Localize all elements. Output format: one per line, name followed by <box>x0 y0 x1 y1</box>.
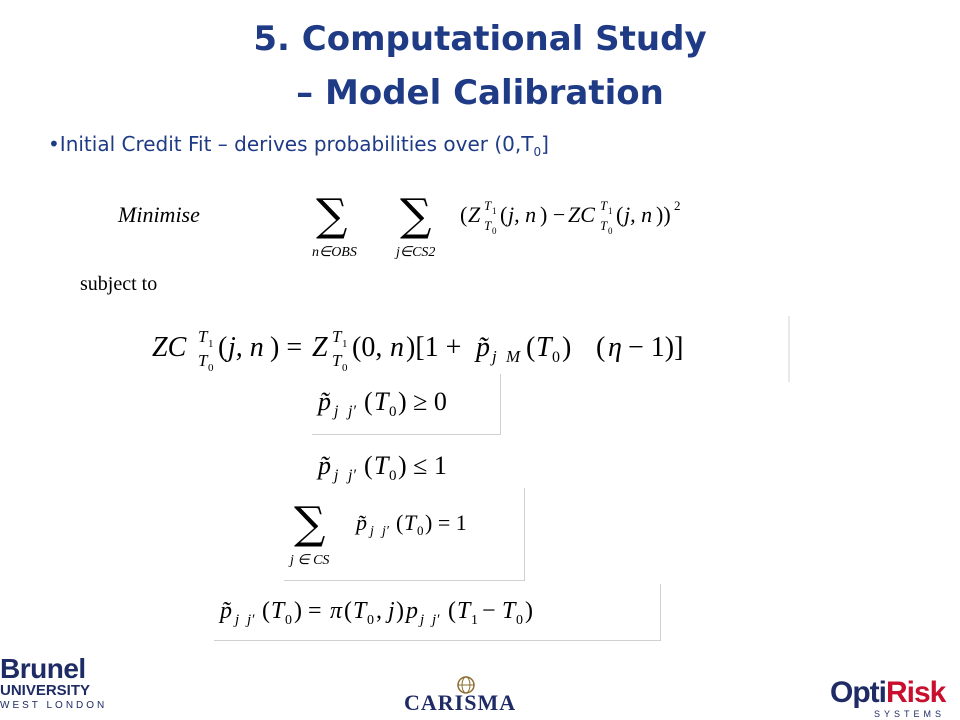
brunel-logo-location: WEST LONDON <box>0 700 108 711</box>
svg-text:(0,: (0, <box>352 332 383 363</box>
constraint-sum-to-one <box>284 488 525 581</box>
svg-text:Z: Z <box>312 332 328 363</box>
svg-text:∑: ∑ <box>294 498 326 549</box>
svg-text:p̃: p̃ <box>220 598 232 624</box>
svg-text:0: 0 <box>389 404 397 420</box>
svg-text:): ) <box>396 598 404 624</box>
svg-text:0: 0 <box>367 613 374 628</box>
svg-text:j′: j′ <box>247 612 255 628</box>
svg-text:T: T <box>484 218 492 233</box>
svg-text:M: M <box>506 347 521 366</box>
svg-text:(: ( <box>596 332 606 363</box>
constraint-zc-equation <box>146 316 790 382</box>
svg-text:(: ( <box>396 510 404 535</box>
svg-text:(: ( <box>526 332 536 363</box>
svg-text:subject to: subject to <box>80 273 158 295</box>
svg-text:p̃: p̃ <box>318 387 331 416</box>
svg-text:T: T <box>457 598 471 624</box>
svg-text:ZC: ZC <box>152 332 187 363</box>
objective-equation <box>112 186 792 266</box>
svg-text:T: T <box>353 598 367 624</box>
sum-symbol-obs: ∑ <box>316 190 348 241</box>
svg-text:,: , <box>376 598 382 624</box>
sum-sub-cs2: j∈CS2 <box>396 245 436 260</box>
objective-expression <box>460 198 681 236</box>
svg-text:0: 0 <box>389 468 397 484</box>
svg-text:0: 0 <box>492 226 497 236</box>
svg-text:1: 1 <box>608 206 613 216</box>
svg-text:1: 1 <box>208 338 214 350</box>
svg-text:) −: ) − <box>540 202 566 227</box>
minimise-label: Minimise <box>118 202 200 227</box>
svg-text:− 1)]: − 1)] <box>628 332 684 363</box>
svg-text:η: η <box>608 332 622 363</box>
carisma-logo <box>404 676 530 720</box>
svg-text:)[1 +: )[1 + <box>406 332 462 363</box>
svg-text:j, n: j, n <box>228 332 264 363</box>
svg-text:): ) <box>525 598 533 624</box>
svg-text:(: ( <box>448 598 456 624</box>
svg-text:Z: Z <box>468 202 481 227</box>
svg-text:j: j <box>492 347 497 366</box>
svg-text:0: 0 <box>417 523 424 538</box>
svg-text:0: 0 <box>208 362 214 374</box>
svg-text:T: T <box>332 351 342 370</box>
svg-text:0: 0 <box>285 613 292 628</box>
constraint-pi-equation <box>214 584 661 641</box>
bullet-text: •Initial Credit Fit – derives probabilities over (0,T <box>48 132 534 156</box>
svg-text:0: 0 <box>608 226 613 236</box>
svg-text:)): )) <box>656 202 671 227</box>
optirisk-logo-systems: SYSTEMS <box>874 709 946 719</box>
brunel-logo-university: UNIVERSITY <box>0 682 91 699</box>
svg-text:j, n: j, n <box>508 202 537 227</box>
brunel-logo-name: Brunel <box>0 653 86 684</box>
svg-text:T: T <box>484 198 492 213</box>
sum-sub-obs: n∈OBS <box>312 245 357 260</box>
svg-text:p̃: p̃ <box>356 510 367 535</box>
svg-text:j: j <box>388 598 395 624</box>
svg-text:T: T <box>374 451 389 480</box>
slide-title <box>0 12 960 120</box>
svg-text:(: ( <box>460 202 468 227</box>
svg-text:T: T <box>600 198 608 213</box>
svg-text:T: T <box>271 598 285 624</box>
svg-text:T: T <box>502 598 516 624</box>
svg-text:j′: j′ <box>382 524 389 539</box>
optirisk-logo <box>830 676 960 720</box>
svg-text:1: 1 <box>471 613 478 628</box>
svg-text:p: p <box>406 598 418 624</box>
slide-title-line-1: 5. Computational Study <box>253 19 707 59</box>
svg-text:j, n: j, n <box>624 202 653 227</box>
svg-text:1: 1 <box>342 338 348 350</box>
svg-text:) =: ) = <box>294 598 322 624</box>
optirisk-logo-opti: Opti <box>830 676 886 709</box>
svg-text:) ≤ 1: ) ≤ 1 <box>398 451 447 480</box>
bullet-subscript: 0 <box>533 145 542 159</box>
svg-text:T: T <box>198 327 208 346</box>
svg-text:j′: j′ <box>432 612 440 628</box>
svg-text:T: T <box>404 510 417 535</box>
svg-text:(: ( <box>616 202 624 227</box>
svg-text:(: ( <box>364 451 373 480</box>
svg-text:j: j <box>370 524 374 539</box>
svg-text:π: π <box>330 598 343 624</box>
svg-text:(: ( <box>262 598 270 624</box>
constraint-nonnegative <box>312 374 501 435</box>
svg-text:(: ( <box>500 202 508 227</box>
bullet-initial-credit-fit <box>48 132 549 159</box>
svg-text:T: T <box>374 387 389 416</box>
svg-text:j′: j′ <box>348 403 356 420</box>
svg-text:0: 0 <box>516 613 523 628</box>
svg-text:) = 1: ) = 1 <box>425 510 467 535</box>
svg-text:ZC: ZC <box>568 202 595 227</box>
svg-text:j: j <box>334 403 339 420</box>
carisma-logo-text: CARISMA <box>404 690 517 715</box>
svg-text:p̃: p̃ <box>318 451 331 480</box>
svg-text:j: j <box>235 612 240 628</box>
svg-text:(: ( <box>364 387 373 416</box>
svg-text:T: T <box>198 351 208 370</box>
svg-text:0: 0 <box>552 349 560 366</box>
optirisk-logo-risk: Risk <box>886 676 946 709</box>
svg-text:j: j <box>420 612 425 628</box>
svg-text:T: T <box>600 218 608 233</box>
subject-to-label <box>76 268 216 300</box>
svg-text:0: 0 <box>342 362 348 374</box>
svg-text:p̃: p̃ <box>476 332 490 363</box>
svg-text:): ) <box>562 332 572 363</box>
bullet-close: ] <box>541 132 549 156</box>
svg-text:2: 2 <box>674 198 681 213</box>
constraint-upper-bound <box>312 440 500 490</box>
svg-text:) =: ) = <box>270 332 303 363</box>
svg-text:1: 1 <box>492 206 497 216</box>
brunel-logo <box>0 655 110 719</box>
svg-text:−: − <box>482 598 496 624</box>
slide-title-line-2: – Model Calibration <box>296 73 664 113</box>
svg-text:n: n <box>390 332 404 363</box>
svg-text:(: ( <box>218 332 228 363</box>
sum-sub-cs: j ∈ CS <box>290 553 330 568</box>
svg-text:j′: j′ <box>348 467 356 484</box>
svg-text:T: T <box>332 327 342 346</box>
svg-text:j: j <box>334 467 339 484</box>
optirisk-logo-wordmark <box>830 676 945 710</box>
svg-text:T: T <box>536 332 552 363</box>
sum-symbol-cs2: ∑ <box>400 190 432 241</box>
svg-text:) ≥ 0: ) ≥ 0 <box>398 387 447 416</box>
svg-text:(: ( <box>344 598 352 624</box>
